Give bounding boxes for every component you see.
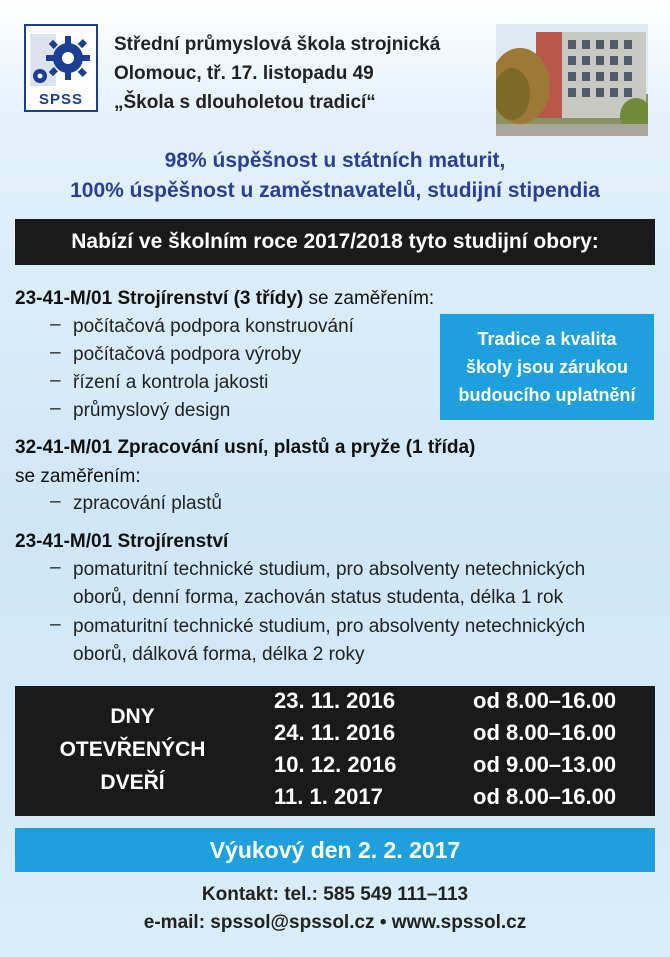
bullet-dash: –: [50, 557, 61, 578]
headline-line-2: 100% úspěšnost u zaměstnavatelů, studijní stipendia: [70, 179, 600, 202]
open-day-time: od 8.00–16.00: [473, 784, 617, 809]
bullet-dash: –: [50, 370, 61, 391]
logo-text: SPSS: [38, 91, 84, 108]
list-item: zpracování plastů: [73, 493, 222, 514]
open-days-label-line: OTEVŘENÝCH: [59, 738, 206, 761]
school-address: [114, 30, 484, 117]
school-logo: [24, 24, 98, 112]
open-days-label-line: DNY: [110, 705, 155, 728]
bullet-dash: –: [50, 614, 61, 635]
open-days-label: [15, 700, 250, 799]
bullet-dash: –: [50, 314, 61, 335]
program-1-title: 23-41-M/01 Strojírenství (3 třídy): [15, 288, 304, 309]
school-building-photo: [496, 24, 648, 136]
open-day-date: 11. 1. 2017: [274, 784, 383, 809]
contact-email-web[interactable]: e-mail: spssol@spssol.cz • www.spssol.cz: [143, 912, 527, 933]
open-day-time: od 8.00–16.00: [473, 688, 617, 713]
list-item: řízení a kontrola jakosti: [73, 372, 269, 393]
program-2-title-text: 32-41-M/01 Zpracování usní, plastů a pryže (1 třída): [15, 437, 476, 458]
program-3-title: [15, 528, 228, 556]
bullet-dash: –: [50, 491, 61, 512]
callout-line-3: budoucího uplatnění: [458, 385, 636, 405]
program-2-suffix: se zaměřením:: [15, 466, 141, 487]
school-motto: „Škola s dlouholetou tradicí“: [114, 92, 376, 113]
headline: [0, 146, 670, 206]
list-item: počítačová podpora konstruování: [73, 316, 354, 337]
open-day-date: 10. 12. 2016: [274, 752, 397, 777]
program-1: [15, 285, 434, 313]
callout-line-1: Tradice a kvalita: [477, 329, 617, 349]
offer-title: Nabízí ve školním roce 2017/2018 tyto studijní obory:: [15, 219, 655, 265]
school-name: Střední průmyslová škola strojnická: [114, 34, 441, 55]
contact-phone[interactable]: Kontakt: tel.: 585 549 111–113: [201, 884, 469, 905]
callout-box: [440, 314, 654, 420]
list-item: průmyslový design: [73, 400, 231, 421]
list-item-continued: oborů, denní forma, zachován status studenta, délka 1 rok: [73, 587, 564, 608]
program-3-title-text: 23-41-M/01 Strojírenství: [15, 531, 229, 552]
bullet-dash: –: [50, 398, 61, 419]
open-day-time: od 9.00–13.00: [473, 752, 617, 777]
headline-line-1: 98% úspěšnost u státních maturit,: [164, 149, 506, 172]
list-item: pomaturitní technické studium, pro absolventy netechnických: [73, 616, 586, 637]
teaching-day-banner: Výukový den 2. 2. 2017: [15, 828, 655, 872]
callout-line-2: školy jsou zárukou: [465, 357, 629, 377]
open-days-label-line: DVEŘÍ: [100, 771, 165, 794]
open-day-time: od 8.00–16.00: [473, 720, 617, 745]
open-day-date: 24. 11. 2016: [274, 720, 396, 745]
open-days-panel: [15, 686, 655, 816]
open-day-date: 23. 11. 2016: [274, 688, 396, 713]
list-item: počítačová podpora výroby: [73, 344, 302, 365]
bullet-dash: –: [50, 342, 61, 363]
school-street: Olomouc, tř. 17. listopadu 49: [114, 63, 374, 84]
program-1-suffix: se zaměřením:: [303, 288, 435, 309]
list-item-continued: oborů, dálková forma, délka 2 roky: [73, 644, 365, 665]
list-item: pomaturitní technické studium, pro absolventy netechnických: [73, 559, 586, 580]
program-2-title: [15, 434, 475, 462]
